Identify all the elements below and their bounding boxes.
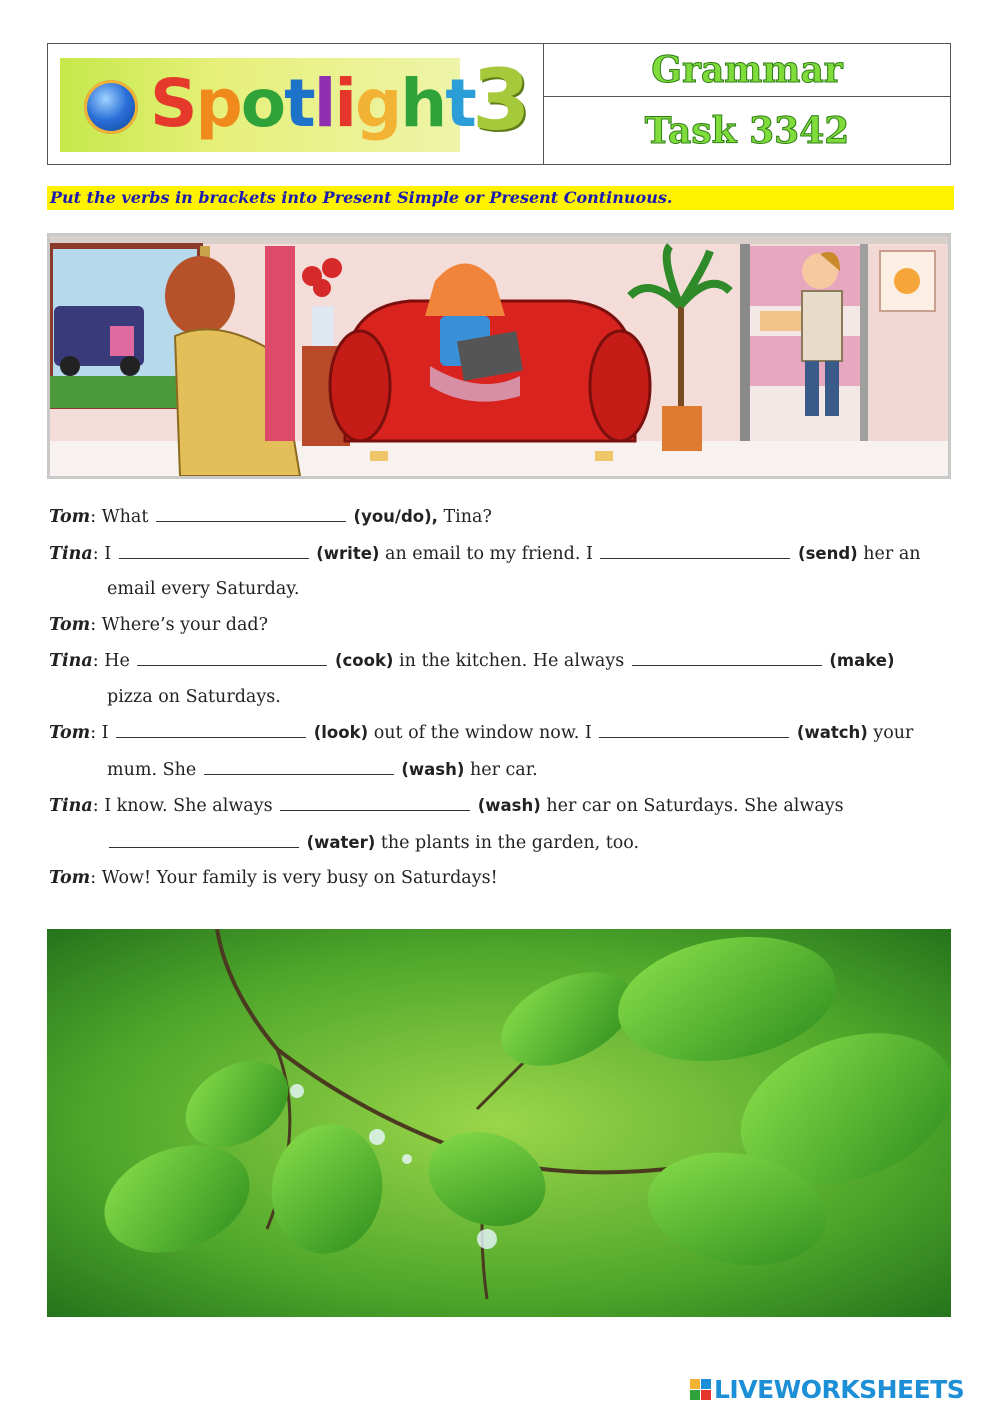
- verb-hint: (wash): [401, 759, 465, 779]
- speaker-name: Tina: [49, 543, 93, 564]
- brand-blocks-icon: [690, 1379, 711, 1400]
- answer-blank[interactable]: [599, 736, 789, 738]
- dialogue-text: out of the window now. I: [368, 723, 598, 743]
- dialogue-text: an email to my friend. I: [379, 543, 599, 564]
- dialogue-text: : I: [92, 543, 117, 564]
- verb-hint: (you/do),: [353, 507, 438, 526]
- dialogue-text: her car on Saturdays. She always: [540, 796, 844, 816]
- dialogue-text: her car.: [464, 759, 538, 780]
- speaker-name: Tom: [49, 507, 91, 527]
- dialogue-text: in the kitchen. He always: [393, 651, 630, 671]
- dialogue-text: pizza on Saturdays.: [107, 686, 281, 707]
- leaves-photo-svg: [47, 929, 951, 1317]
- speaker-name: Tom: [49, 868, 91, 888]
- logo-letter: h: [400, 65, 446, 142]
- answer-blank[interactable]: [632, 664, 822, 666]
- dialogue-line: [49, 608, 951, 644]
- logo-wordmark: [150, 60, 475, 148]
- answer-blank[interactable]: [109, 846, 299, 848]
- logo-letter: l: [313, 65, 335, 142]
- verb-hint: (look): [313, 723, 369, 742]
- speaker-name: Tom: [49, 614, 91, 635]
- logo-letter: o: [240, 65, 285, 142]
- dialogue-text: : Wow! Your family is very busy on Saturdays!: [90, 868, 498, 888]
- title-task-number: Task 3342: [644, 109, 850, 152]
- illustration-svg: [50, 236, 948, 476]
- living-room-illustration: [47, 233, 951, 479]
- globe-icon: [84, 80, 138, 134]
- dialogue-text: : What: [90, 507, 154, 527]
- worksheet-header: [47, 43, 951, 165]
- dialogue-line: [49, 499, 951, 536]
- dialogue-line: [49, 825, 951, 862]
- answer-blank[interactable]: [204, 773, 394, 775]
- answer-blank[interactable]: [280, 809, 470, 811]
- title-cell: [544, 44, 950, 164]
- dialogue-line: [49, 715, 951, 752]
- dialogue-text: email every Saturday.: [107, 579, 300, 599]
- dialogue: [49, 499, 951, 897]
- answer-blank[interactable]: [156, 520, 346, 522]
- speaker-name: Tom: [49, 723, 91, 743]
- logo-letter: S: [150, 65, 196, 142]
- verb-hint: (wash): [477, 796, 541, 815]
- answer-blank[interactable]: [600, 557, 790, 559]
- dialogue-text: the plants in the garden, too.: [375, 832, 640, 853]
- verb-hint: (watch): [796, 723, 868, 742]
- dialogue-line: [49, 643, 951, 680]
- logo-number: 3: [472, 51, 531, 149]
- logo-letter: i: [334, 65, 355, 142]
- verb-hint: (make): [829, 651, 895, 670]
- dialogue-text: : I: [90, 723, 115, 743]
- logo-letter: p: [195, 65, 241, 142]
- dialogue-text: : Where’s your dad?: [90, 614, 268, 635]
- dialogue-text: : He: [92, 651, 136, 671]
- verb-hint: (write): [316, 543, 380, 563]
- answer-blank[interactable]: [119, 557, 309, 559]
- spotlight-logo: [60, 58, 475, 152]
- speaker-name: Tina: [49, 651, 93, 671]
- verb-hint: (cook): [334, 651, 394, 670]
- logo-cell: [48, 44, 544, 164]
- brand-text: LIVEWORKSHEETS: [714, 1374, 965, 1404]
- logo-letter: t: [284, 65, 314, 142]
- dialogue-text: your: [867, 723, 914, 743]
- dialogue-text: mum. She: [107, 759, 202, 780]
- logo-letter: g: [354, 65, 401, 142]
- liveworksheets-logo: [690, 1374, 964, 1404]
- leaves-photo: [47, 929, 951, 1317]
- answer-blank[interactable]: [137, 664, 327, 666]
- dialogue-line: [49, 861, 951, 897]
- dialogue-text: her an: [857, 543, 921, 564]
- dialogue-line: [49, 788, 951, 825]
- title-grammar: Grammar: [544, 44, 950, 97]
- logo-letter: t: [445, 65, 475, 142]
- verb-hint: (water): [306, 832, 376, 852]
- dialogue-line: [49, 572, 951, 608]
- dialogue-line: [49, 752, 951, 789]
- dialogue-line: [49, 680, 951, 716]
- dialogue-text: : I know. She always: [92, 796, 279, 816]
- dialogue-text: Tina?: [437, 507, 492, 527]
- dialogue-line: [49, 536, 951, 573]
- speaker-name: Tina: [49, 796, 93, 816]
- instruction-banner: Put the verbs in brackets into Present Simple or Present Continuous.: [47, 186, 954, 210]
- verb-hint: (send): [798, 543, 858, 563]
- answer-blank[interactable]: [116, 736, 306, 738]
